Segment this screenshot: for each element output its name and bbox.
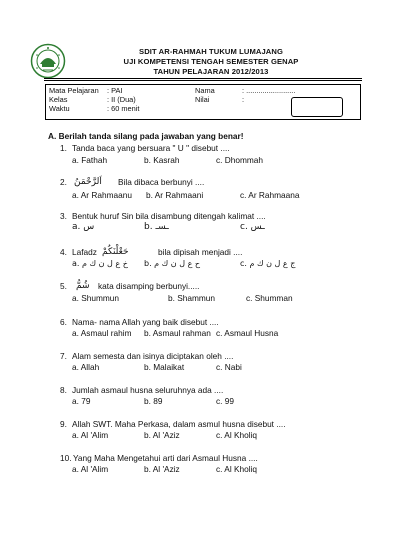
q6-option-c[interactable]: c. Asmaul Husna bbox=[216, 328, 279, 338]
q4-option-b[interactable]: b. ح ع ل ن ك م bbox=[144, 259, 201, 268]
q2-option-c[interactable]: c. Ar Rahmaana bbox=[240, 190, 300, 200]
q3-option-b[interactable]: b. ـسـ bbox=[144, 222, 169, 232]
header-divider-2 bbox=[44, 80, 362, 81]
name-label: Nama bbox=[195, 86, 215, 95]
class-value: : II (Dua) bbox=[107, 95, 136, 104]
q3-option-c[interactable]: c. ـس bbox=[240, 222, 265, 232]
school-logo-icon bbox=[30, 43, 66, 79]
exam-page: SDIT AR-RAHMAH TUKUM LUMAJANG UJI KOMPETENSI TENGAH SEMESTER GENAP TAHUN PELAJARAN 2012/2013 Mata Pelajaran : PAI Nama : ........................ Kelas : II (Dua) Nilai : Waktu : 60 menit A. Berilah tanda silang pada jawaban yang benar! 1. Tanda baca yang bersuara " U " disebut .... a. Fathah b. Kasrah c. Dhommah 2. اَلرَّحْمَنُ Bila dibaca berbunyi .... a. Ar Rahmaanu b. Ar Rahmaani c. Ar Rahmaana 3. Bentuk huruf Sin bila disambung ditengah kalimat .... a. س b. ـسـ c. ـس 4. Lafadz حَعْلْنَكُمْ bila dipisah menjadi .... a. خ ع ل ن ك م b. ح ع ل ن ك م c. ج ع ل ن ك م 5. شُمُّ kata disamping berbunyi..... a. Shummun b. Shammun c. Shumman 6. Nama- nama Allah yang baik disebut .... a. Asmaul rahim b. Asmaul rahman c. Asmaul Husna 7. Alam semesta dan isinya diciptakan oleh .... a. Allah b. Malaikat c. Nabi 8. Jumlah asmaul husna seluruhnya ada .... a. 79 b. 89 c. 99 9. Allah SWT. Maha Perkasa, dalam asmul husna disebut .... a. Al 'Alim b. Al 'Aziz c. Al Kholiq 10. Yang Maha Mengetahui arti dari Asmaul Husna .... a. Al 'Alim b. Al 'Aziz c. Al Kholiq bbox=[0, 0, 400, 550]
score-label: Nilai bbox=[195, 95, 210, 104]
q4-option-a[interactable]: a. خ ع ل ن ك م bbox=[72, 259, 128, 268]
q9-option-b[interactable]: b. Al 'Aziz bbox=[144, 430, 180, 440]
q8-option-a[interactable]: a. 79 bbox=[72, 396, 91, 406]
time-label: Waktu bbox=[49, 104, 70, 113]
q1-option-c[interactable]: c. Dhommah bbox=[216, 155, 264, 165]
student-info-box bbox=[45, 84, 361, 120]
q10-option-b[interactable]: b. Al 'Aziz bbox=[144, 464, 180, 474]
q2-option-a[interactable]: a. Ar Rahmaanu bbox=[72, 190, 132, 200]
score-box[interactable] bbox=[291, 97, 343, 117]
q5-option-c[interactable]: c. Shumman bbox=[246, 293, 293, 303]
arabic-word-5: شُمُّ bbox=[76, 281, 90, 291]
name-field[interactable]: : ........................ bbox=[242, 86, 296, 95]
subject-label: Mata Pelajaran bbox=[49, 86, 99, 95]
arabic-word-4: حَعْلْنَكُمْ bbox=[102, 247, 129, 257]
q8-option-c[interactable]: c. 99 bbox=[216, 396, 234, 406]
arabic-word-2: اَلرَّحْمَنُ bbox=[74, 177, 102, 187]
q7-option-c[interactable]: c. Nabi bbox=[216, 362, 242, 372]
q7-option-b[interactable]: b. Malaikat bbox=[144, 362, 185, 372]
q9-option-c[interactable]: c. Al Kholiq bbox=[216, 430, 258, 440]
q7-option-a[interactable]: a. Allah bbox=[72, 362, 100, 372]
q2-option-b[interactable]: b. Ar Rahmaani bbox=[146, 190, 204, 200]
header-divider bbox=[44, 78, 362, 79]
score-colon: : bbox=[242, 95, 245, 104]
class-label: Kelas bbox=[49, 95, 68, 104]
q10-option-a[interactable]: a. Al 'Alim bbox=[72, 464, 109, 474]
q5-option-a[interactable]: a. Shummun bbox=[72, 293, 120, 303]
q1-option-a[interactable]: a. Fathah bbox=[72, 155, 108, 165]
q1-option-b[interactable]: b. Kasrah bbox=[144, 155, 180, 165]
q3-option-a[interactable]: a. س bbox=[72, 222, 95, 232]
q8-option-b[interactable]: b. 89 bbox=[144, 396, 163, 406]
q5-option-b[interactable]: b. Shammun bbox=[168, 293, 216, 303]
q10-option-c[interactable]: c. Al Kholiq bbox=[216, 464, 258, 474]
q6-option-b[interactable]: b. Asmaul rahman bbox=[144, 328, 211, 338]
exam-title: UJI KOMPETENSI TENGAH SEMESTER GENAP bbox=[123, 57, 299, 66]
academic-year: TAHUN PELAJARAN 2012/2013 bbox=[153, 67, 269, 76]
q6-option-a[interactable]: a. Asmaul rahim bbox=[72, 328, 132, 338]
time-value: : 60 menit bbox=[107, 104, 140, 113]
subject-value: : PAI bbox=[107, 86, 123, 95]
school-name: SDIT AR-RAHMAH TUKUM LUMAJANG bbox=[139, 47, 283, 56]
q4-option-c[interactable]: c. ج ع ل ن ك م bbox=[240, 259, 296, 268]
section-a-title: A. Berilah tanda silang pada jawaban yang benar! bbox=[48, 131, 244, 141]
q9-option-a[interactable]: a. Al 'Alim bbox=[72, 430, 109, 440]
